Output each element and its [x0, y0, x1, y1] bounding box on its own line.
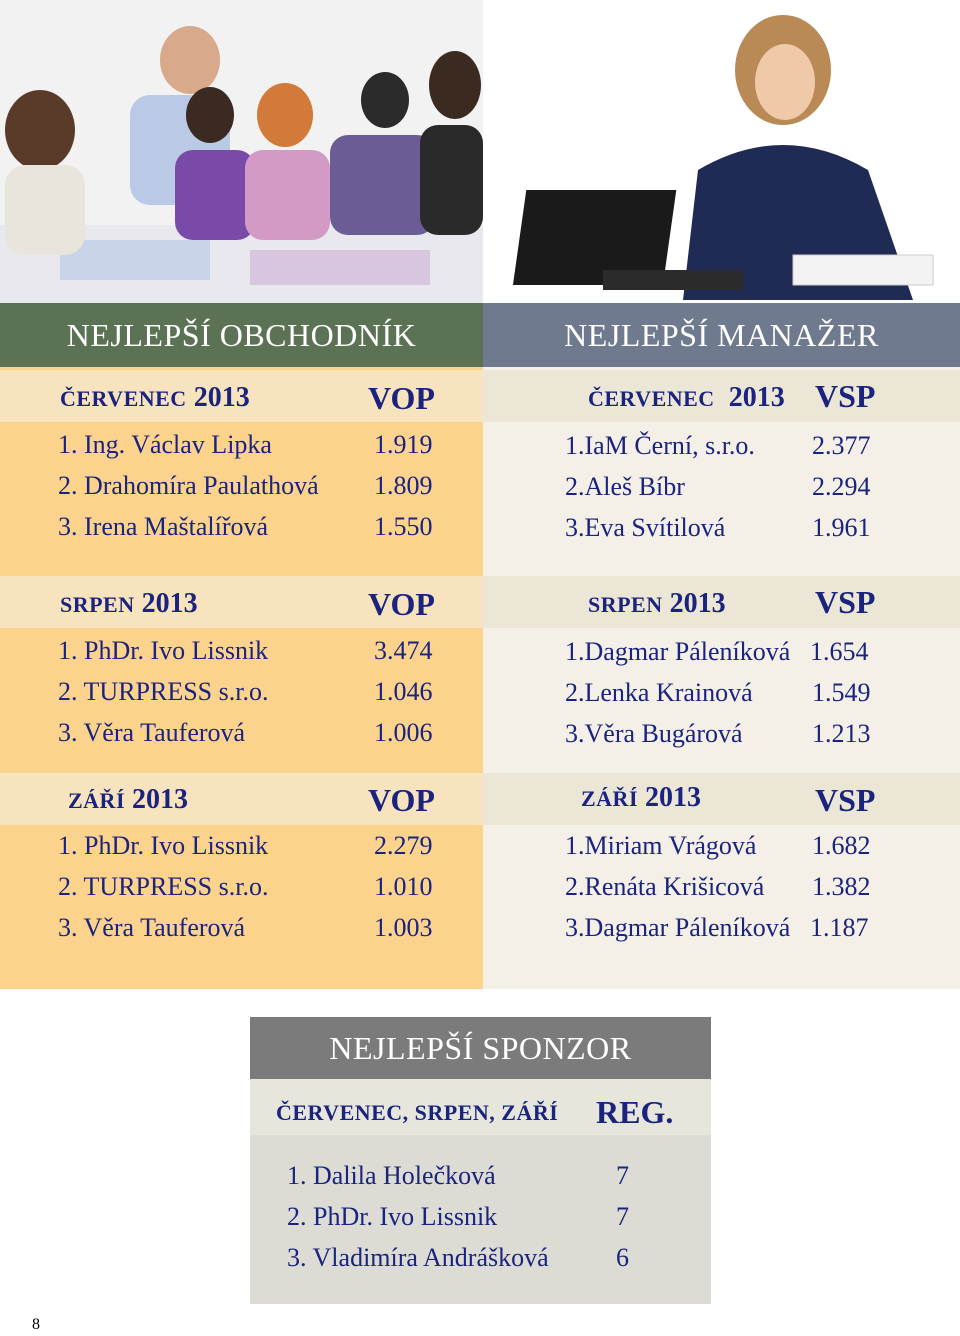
obchodnik-row-name: 1. Ing. Václav Lipka [58, 430, 272, 459]
manazer-row-name: 1.IaM Černí, s.r.o. [565, 431, 755, 460]
sponzor-header [250, 1017, 711, 1079]
obchodnik-header [0, 303, 483, 367]
sponzor-row-name: 2. PhDr. Ivo Lissnik [287, 1202, 498, 1231]
manazer-title: NEJLEPŠÍ MANAŽER [564, 316, 879, 353]
month-year: 2013 [669, 588, 726, 619]
sponzor-title: NEJLEPŠÍ SPONZOR [329, 1029, 632, 1066]
manazer-row-name: 2.Renáta Krišicová [565, 872, 765, 901]
obchodnik-row-value: 2.279 [374, 831, 433, 860]
sponzor-row-name: 3. Vladimíra Andrášková [287, 1243, 549, 1272]
manazer-row-name: 2.Aleš Bíbr [565, 472, 685, 501]
manazer-row-name: 1.Dagmar Páleníková [565, 637, 791, 666]
obchodnik-row-value: 1.006 [374, 718, 433, 747]
obchodnik-row-value: 1.010 [374, 872, 433, 901]
manazer-row-value: 1.382 [812, 872, 871, 901]
month-label: SRPEN [588, 592, 663, 617]
obchodnik-col-label: VOP [368, 380, 435, 416]
manazer-row-value: 1.213 [812, 719, 871, 748]
obchodnik-row-name: 3. Věra Tauferová [58, 718, 246, 747]
manazer-row-name: 3.Eva Svítilová [565, 513, 726, 542]
month-label: ZÁŘÍ [581, 786, 639, 811]
manazer-row-value: 2.294 [812, 472, 871, 501]
manazer-row-value: 1.654 [810, 637, 869, 666]
manazer-month-cervenec [588, 372, 785, 424]
obchodnik-row-value: 3.474 [374, 636, 433, 665]
manazer-month-srpen [588, 578, 726, 630]
manazer-row-name: 1.Miriam Vrágová [565, 831, 757, 860]
sponzor-row-value: 6 [616, 1243, 629, 1272]
sponzor-col-label: REG. [596, 1094, 674, 1130]
month-year: 2013 [728, 382, 785, 413]
group-photo [0, 0, 483, 303]
obchodnik-month-cervenec [60, 372, 250, 424]
manazer-row-value: 1.549 [812, 678, 871, 707]
manazer-row-value: 2.377 [812, 431, 871, 460]
manazer-row-name: 3.Věra Bugárová [565, 719, 743, 748]
obchodnik-row-value: 1.550 [374, 512, 433, 541]
obchodnik-row-value: 1.919 [374, 430, 433, 459]
manazer-row-value: 1.187 [810, 913, 869, 942]
manager-photo [483, 0, 960, 303]
month-year: 2013 [132, 784, 189, 815]
obchodnik-month-srpen [60, 578, 198, 630]
sponzor-row-value: 7 [616, 1202, 629, 1231]
obchodnik-row-name: 2. Drahomíra Paulathová [58, 471, 319, 500]
manazer-row-name: 2.Lenka Krainová [565, 678, 753, 707]
obchodnik-row-value: 1.003 [374, 913, 433, 942]
month-label: SRPEN [60, 592, 135, 617]
obchodnik-row-name: 2. TURPRESS s.r.o. [58, 677, 269, 706]
month-label: ČERVENEC [588, 386, 715, 411]
manazer-col-label: VSP [815, 782, 876, 818]
obchodnik-row-name: 1. PhDr. Ivo Lissnik [58, 636, 269, 665]
month-label: ZÁŘÍ [68, 788, 126, 813]
obchodnik-month-zari [68, 774, 188, 826]
obchodnik-col-label: VOP [368, 586, 435, 622]
manazer-row-value: 1.961 [812, 513, 871, 542]
obchodnik-row-name: 3. Irena Maštalířová [58, 512, 269, 541]
obchodnik-row-name: 3. Věra Tauferová [58, 913, 246, 942]
sponzor-row-name: 1. Dalila Holečková [287, 1161, 496, 1190]
obchodnik-row-value: 1.046 [374, 677, 433, 706]
page-number: 8 [32, 1316, 40, 1333]
manazer-header [483, 303, 960, 367]
manazer-row-value: 1.682 [812, 831, 871, 860]
month-label: ČERVENEC [60, 386, 187, 411]
sponzor-months-label: ČERVENEC, SRPEN, ZÁŘÍ [276, 1100, 559, 1125]
month-year: 2013 [193, 382, 250, 413]
month-band [483, 773, 960, 825]
obchodnik-row-name: 1. PhDr. Ivo Lissnik [58, 831, 269, 860]
month-year: 2013 [645, 782, 702, 813]
obchodnik-col-label: VOP [368, 782, 435, 818]
obchodnik-row-value: 1.809 [374, 471, 433, 500]
obchodnik-title: NEJLEPŠÍ OBCHODNÍK [66, 316, 417, 353]
obchodnik-row-name: 2. TURPRESS s.r.o. [58, 872, 269, 901]
manazer-col-label: VSP [815, 584, 876, 620]
sponzor-months [276, 1096, 558, 1128]
manazer-month-zari [581, 772, 701, 824]
sponzor-row-value: 7 [616, 1161, 629, 1190]
month-year: 2013 [141, 588, 198, 619]
manazer-row-name: 3.Dagmar Páleníková [565, 913, 791, 942]
manazer-col-label: VSP [815, 378, 876, 414]
